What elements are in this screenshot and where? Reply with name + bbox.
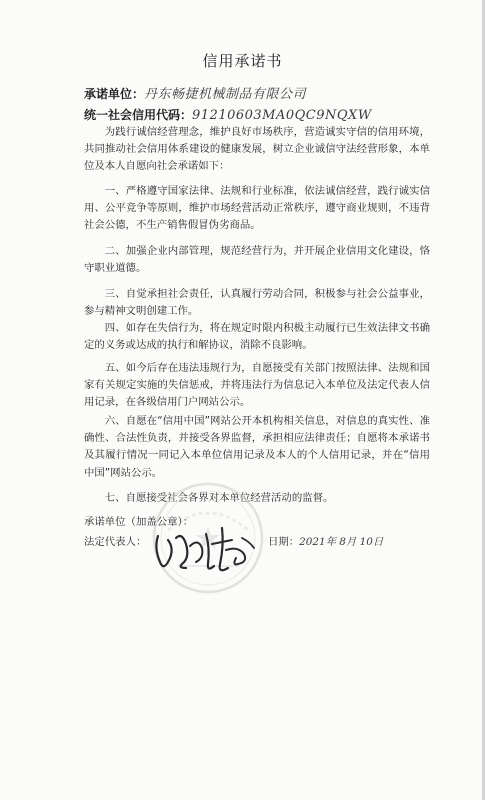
commitment-item-7: 七、自愿接受社会各界对本单位经营活动的监督。 [104, 492, 334, 504]
commitment-unit-label: 承诺单位： [84, 87, 145, 101]
document-title: 信用承诺书 [202, 52, 283, 70]
date-line [268, 533, 383, 548]
credit-code-label: 统一社会信用代码： [84, 108, 193, 122]
legal-representative-label: 法定代表人： [84, 536, 147, 548]
commitment-item-6: 六、自愿在“信用中国”网站公开本机构相关信息，对信息的真实性、准确性、合法性负责，并接受各界监督，承担相应法律责任；自愿将本承诺书及其履行情况一同记入本单位信用记录及本人的个人信用记录，并在“信用中国”网站公示。 [84, 415, 430, 479]
date-label: 日期： [268, 536, 300, 548]
commitment-unit-handwritten: 丹东畅捷机械制品有限公司 [144, 87, 307, 102]
intro-paragraph: 为践行诚信经营理念，维护良好市场秩序，营造诚实守信的信用环境，共同推动社会信用体系建设的健康发展，树立企业诚信守法经营形象，本单位及本人自愿向社会承诺如下： [84, 126, 430, 173]
sign-unit-label: 承诺单位（加盖公章）： [84, 516, 194, 528]
commitment-unit-line [84, 83, 306, 102]
credit-code-line [84, 106, 372, 123]
commitment-item-4: 四、如存在失信行为，将在规定时限内积极主动履行已生效法律文书确定的义务或达成的执行和解协议，消除不良影响。 [84, 322, 430, 352]
commitment-item-1: 一、严格遵守国家法律、法规和行业标准，依法诚信经营，践行诚实信用、公平竞争等原则，维护市场经营活动正常秩序，遵守商业规则，不违背社会公德，不生产销售假冒伪劣商品。 [84, 185, 430, 232]
commitment-item-5: 五、如今后存在违法违规行为，自愿接受有关部门按照法律、法规和国家有关规定实施的失信惩戒，并将违法行为信息记入本单位及法定代表人信用记录，在各级信用门户网站公示。 [84, 362, 430, 409]
commitment-item-3: 三、自觉承担社会责任，认真履行劳动合同，积极参与社会公益事业，参与精神文明创建工作。 [84, 288, 430, 318]
commitment-item-2: 二、加强企业内部管理，规范经营行为，并开展企业信用文化建设，恪守职业道德。 [84, 245, 430, 275]
legal-representative-signature [152, 518, 262, 578]
credit-code-handwritten: 91210603MA0QC9NQXW [192, 108, 372, 123]
date-handwritten: 2021年 8月 10日 [299, 536, 384, 548]
